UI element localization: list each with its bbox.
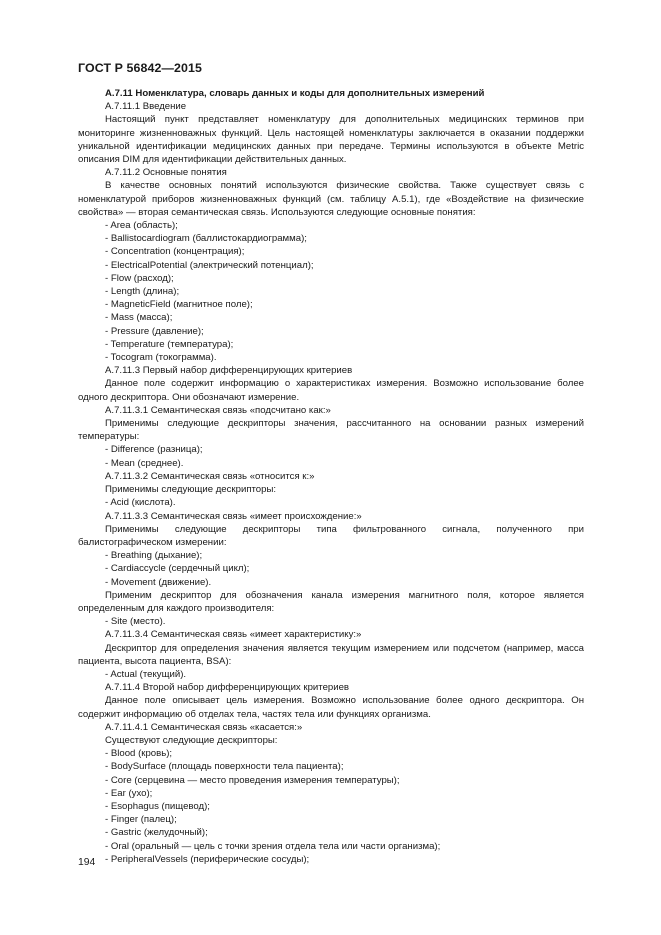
list-item: - MagneticField (магнитное поле); (105, 299, 253, 311)
paragraph: Применимы следующие дескрипторы типа фильтрованного сигнала, полученного при балистографическом измерении: (78, 523, 584, 548)
list-item: - Actual (текущий). (105, 668, 187, 680)
list-item: - ElectricalPotential (электрический потенциал); (105, 259, 314, 271)
section-heading: А.7.11.1 Введение (105, 101, 187, 113)
list-item: - Area (область); (105, 220, 178, 232)
list-item: - Oral (оральный — цель с точки зрения отдела тела или части организма); (105, 840, 441, 852)
section-heading: А.7.11 Номенклатура, словарь данных и коды для дополнительных измерений (105, 88, 485, 99)
list-item: - PeripheralVessels (периферические сосуды); (105, 853, 310, 865)
list-item: - Ear (ухо); (105, 787, 153, 799)
paragraph: Данное поле содержит информацию о характеристиках измерения. Возможно использование более одного дескриптора. Они обозначают измерение. (78, 378, 584, 403)
paragraph: В качестве основных понятий используются физические свойства. Также существует связь с номенклатурой приборов жизненноважных функций (см. таблицу А.5.1), где «Воздействие на физические свойства» — вторая семантическая связь. Используются следующие основные понятия: (78, 180, 584, 218)
paragraph: Применимы следующие дескрипторы значения, рассчитанного на основании разных измерений температуры: (78, 418, 584, 443)
section-heading: А.7.11.3.4 Семантическая связь «имеет характеристику:» (105, 629, 362, 641)
list-item: - BodySurface (площадь поверхности тела пациента); (105, 761, 344, 773)
list-item: - Blood (кровь); (105, 748, 173, 760)
list-item: - Esophagus (пищевод); (105, 800, 210, 812)
list-item: - Mean (среднее). (105, 457, 184, 469)
list-item: - Breathing (дыхание); (105, 550, 203, 562)
list-item: - Gastric (желудочный); (105, 827, 208, 839)
list-item: - Ballistocardiogram (баллистокардиограмма); (105, 233, 307, 245)
page-number: 194 (78, 857, 96, 868)
section-heading: А.7.11.3.3 Семантическая связь «имеет происхождение:» (105, 510, 362, 522)
section-heading: А.7.11.3.2 Семантическая связь «относится к:» (105, 470, 315, 482)
list-item: - Movement (движение). (105, 576, 212, 588)
list-item: - Cardiaccycle (сердечный цикл); (105, 563, 250, 575)
list-item: - Site (место). (105, 616, 166, 628)
paragraph: Применимы следующие дескрипторы: (105, 484, 277, 496)
list-item: - Difference (разница); (105, 444, 203, 456)
document-header: ГОСТ Р 56842—2015 (78, 61, 202, 75)
paragraph: Настоящий пункт представляет номенклатуру для дополнительных медицинских терминов при мониторинге жизненноважных функций. Цель настоящей номенклатуры заключается в оказании поддержки уникальной идентификации медицинских данных при передаче. Термины используются в объекте Metric описания DIM для идентификации действительных данных. (78, 114, 584, 166)
section-heading: А.7.11.4.1 Семантическая связь «касается:» (105, 721, 303, 733)
list-item: - Pressure (давление); (105, 325, 204, 337)
list-item: - Mass (масса); (105, 312, 173, 324)
section-heading: А.7.11.3 Первый набор дифференцирующих критериев (105, 365, 353, 377)
paragraph: Существуют следующие дескрипторы: (105, 734, 278, 746)
section-heading: А.7.11.3.1 Семантическая связь «подсчитано как:» (105, 404, 331, 416)
section-heading: А.7.11.4 Второй набор дифференцирующих критериев (105, 682, 350, 694)
list-item: - Temperature (температура); (105, 338, 234, 350)
list-item: - Finger (палец); (105, 814, 177, 826)
paragraph: Дескриптор для определения значения является текущим измерением или подсчетом (например, масса пациента, высота пациента, BSA): (78, 642, 584, 667)
list-item: - Acid (кислота). (105, 497, 176, 509)
list-item: - Flow (расход); (105, 272, 174, 284)
section-heading: А.7.11.2 Основные понятия (105, 167, 227, 179)
paragraph: Данное поле описывает цель измерения. Возможно использование более одного дескриптора. Он содержит информацию об отделах тела, частях тела или функциях организма. (78, 695, 584, 720)
list-item: - Core (серцевина — место проведения измерения температуры); (105, 774, 400, 786)
paragraph: Применим дескриптор для обозначения канала измерения магнитного поля, которое является определенным для каждого производителя: (78, 589, 584, 614)
list-item: - Length (длина); (105, 286, 180, 298)
document-body (78, 87, 584, 866)
list-item: - Tocogram (токограмма). (105, 352, 217, 364)
list-item: - Concentration (концентрация); (105, 246, 245, 258)
